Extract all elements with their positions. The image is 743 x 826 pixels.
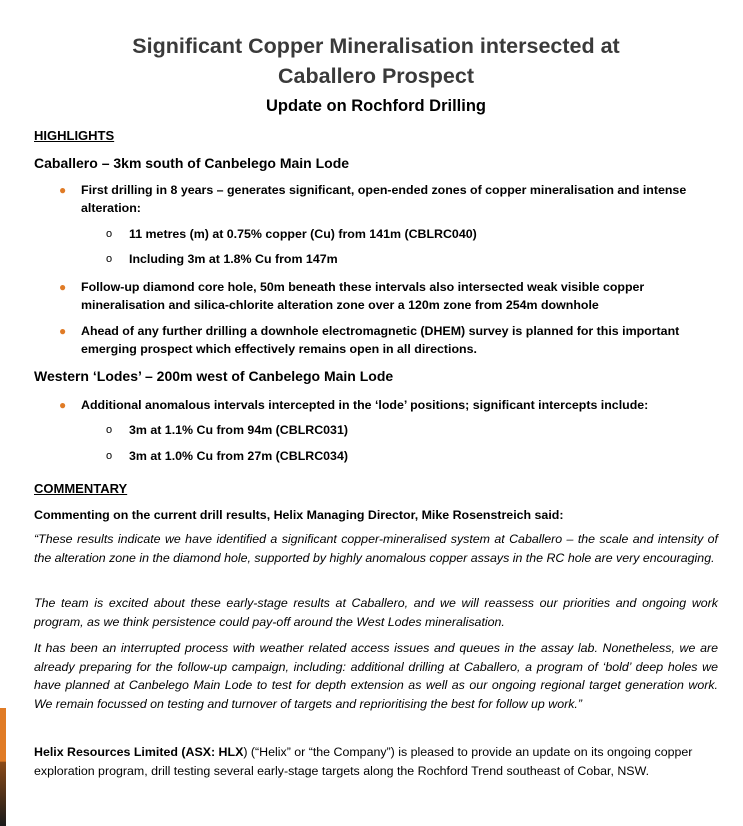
circle-bullet-icon: o <box>106 228 113 240</box>
sub-bullet-text: Including 3m at 1.8% Cu from 147m <box>129 252 338 266</box>
bullet-text: Ahead of any further drilling a downhole electromagnetic (DHEM) survey is planned for this important emerging prospect which effectively remains open in all directions. <box>81 324 680 356</box>
bullet-dot-icon: ● <box>59 324 67 338</box>
circle-bullet-icon: o <box>106 253 113 265</box>
closing-paragraph <box>34 743 718 780</box>
sub-bullet-text: 3m at 1.1% Cu from 94m (CBLRC031) <box>129 423 348 437</box>
ticker-symbol: ASX: HLX <box>185 745 244 759</box>
bullet-text: Additional anomalous intervals intercepted in the ‘lode’ positions; significant intercepts include: <box>81 398 649 412</box>
bullet-text: Follow-up diamond core hole, 50m beneath these intervals also intersected weak visible copper mineralisation and silica-chlorite alteration zone over a 120m zone from 254m downhole <box>81 280 645 312</box>
closing-text: ) (“Helix” or “the Company”) is pleased to provide an update on its ongoing copper exploration program, drill testing several early-stage targets along the Rochford Trend southeast of Cobar, NSW. <box>34 745 693 778</box>
document-subtitle: Update on Rochford Drilling <box>266 97 486 115</box>
sub-bullet-text: 11 metres (m) at 0.75% copper (Cu) from 141m (CBLRC040) <box>129 227 477 241</box>
ticker-open: ( <box>177 745 186 759</box>
document-title <box>34 31 718 91</box>
bullet-dot-icon: ● <box>59 183 67 197</box>
company-name: Helix Resources Limited <box>34 745 178 759</box>
bullet-text: First drilling in 8 years – generates significant, open-ended zones of copper mineralisation and intense alteration: <box>81 183 687 215</box>
title-line-1: Significant Copper Mineralisation intersected at <box>132 34 620 58</box>
quote-paragraph-2: The team is excited about these early-stage results at Caballero, and we will reassess our priorities and ongoing work program, as we think persistence could pay-off around the West Lodes mineralisation. <box>34 596 718 629</box>
edge-decoration <box>0 708 6 826</box>
circle-bullet-icon: o <box>106 450 113 462</box>
quote-paragraph-1: “These results indicate we have identified a significant copper-mineralised system at Caballero – the scale and intensity of the alteration zone in the diamond hole, supported by highly anomalous copper assays in the RC hole are very encouraging. <box>34 532 718 565</box>
commentary-heading: COMMENTARY <box>34 481 128 496</box>
caballero-heading: Caballero – 3km south of Canbelego Main Lode <box>34 155 350 171</box>
quote-paragraph-3: It has been an interrupted process with weather related access issues and queues in the assay lab. Nonetheless, we are already preparing for the follow-up campaign, including: additional drilling at Caballero, a program of ‘bold’ deep holes we have planned at Canbelego Main Lode to test for depth extension as well as our ongoing regional target generation work. We remain focussed on testing and turnover of targets and reprioritising the best for follow up work.” <box>34 641 718 711</box>
western-heading: Western ‘Lodes’ – 200m west of Canbelego Main Lode <box>34 368 394 384</box>
title-line-2: Caballero Prospect <box>278 64 474 88</box>
commentary-intro: Commenting on the current drill results, Helix Managing Director, Mike Rosenstreich said: <box>34 508 564 522</box>
circle-bullet-icon: o <box>106 424 113 436</box>
bullet-dot-icon: ● <box>59 280 67 294</box>
bullet-dot-icon: ● <box>59 398 67 412</box>
highlights-heading: HIGHLIGHTS <box>34 128 115 143</box>
sub-bullet-text: 3m at 1.0% Cu from 27m (CBLRC034) <box>129 449 348 463</box>
